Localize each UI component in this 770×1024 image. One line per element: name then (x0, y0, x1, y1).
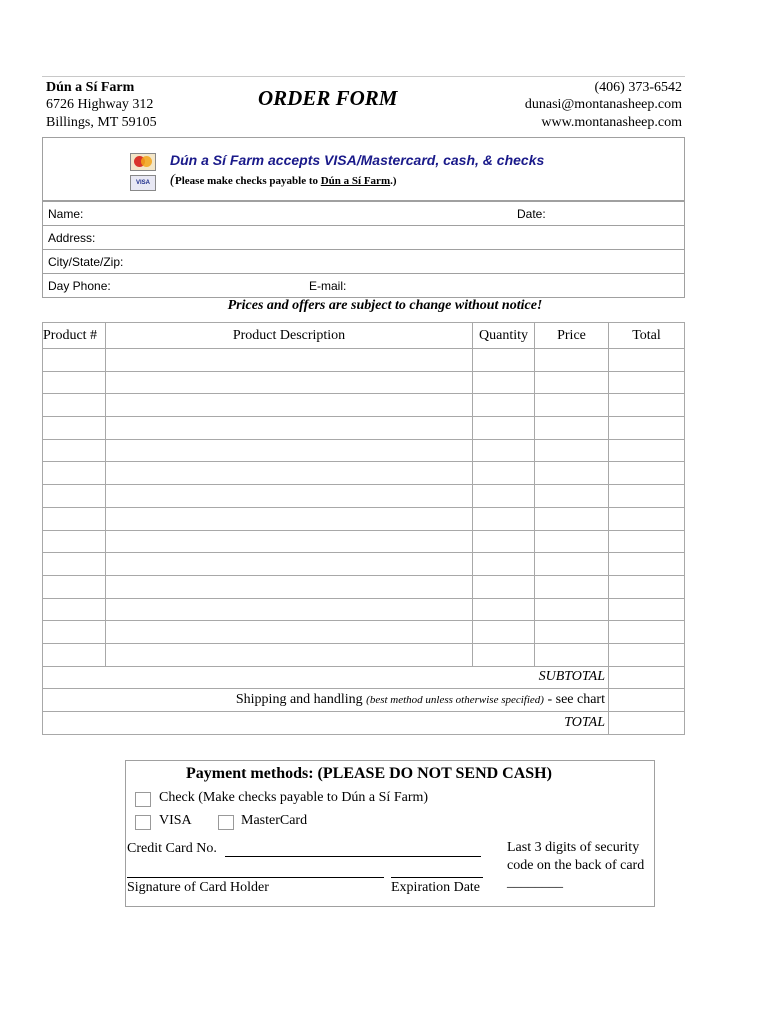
quantity-cell[interactable] (473, 575, 535, 598)
signature-label: Signature of Card Holder (127, 880, 269, 895)
product-number-cell[interactable] (43, 621, 106, 644)
subtotal-cell[interactable] (609, 666, 685, 689)
product-rows (43, 349, 685, 667)
total-cell[interactable] (609, 371, 685, 394)
address-line-2: Billings, MT 59105 (46, 115, 157, 130)
price-cell[interactable] (535, 621, 609, 644)
product-description-cell[interactable] (106, 417, 473, 440)
contact-website[interactable]: www.montanasheep.com (541, 115, 682, 130)
product-description-cell[interactable] (106, 598, 473, 621)
total-cell[interactable] (609, 643, 685, 666)
table-row (43, 485, 685, 508)
mastercard-icon (130, 153, 156, 171)
accepts-headline: Dún a Sí Farm accepts VISA/Mastercard, cash, & checks (170, 152, 545, 168)
header-total: Total (609, 323, 685, 349)
product-table (42, 322, 685, 735)
product-description-cell[interactable] (106, 485, 473, 508)
security-code-text: Last 3 digits of security code on the back of card ________ (507, 840, 645, 890)
mastercard-checkbox[interactable] (218, 815, 234, 830)
total-cell[interactable] (609, 349, 685, 372)
quantity-cell[interactable] (473, 439, 535, 462)
product-number-cell[interactable] (43, 575, 106, 598)
total-cell[interactable] (609, 485, 685, 508)
shipping-note: (best method unless otherwise specified) (366, 694, 544, 707)
table-row (43, 417, 685, 440)
visa-icon: VISA (130, 175, 156, 191)
price-cell[interactable] (535, 553, 609, 576)
shipping-prefix: Shipping and handling (235, 692, 367, 708)
subtotal-label: SUBTOTAL (43, 666, 609, 689)
total-cell[interactable] (609, 462, 685, 485)
table-row (43, 462, 685, 485)
table-row (43, 553, 685, 576)
product-description-cell[interactable] (106, 507, 473, 530)
checks-note-prefix: Please make checks payable to (175, 175, 321, 187)
product-number-cell[interactable] (43, 462, 106, 485)
expiration-label: Expiration Date (391, 880, 481, 895)
price-cell[interactable] (535, 507, 609, 530)
product-description-cell[interactable] (106, 371, 473, 394)
checks-note (170, 172, 397, 189)
quantity-cell[interactable] (473, 643, 535, 666)
quantity-cell[interactable] (473, 371, 535, 394)
total-cell[interactable] (609, 439, 685, 462)
price-cell[interactable] (535, 394, 609, 417)
header-product-description: Product Description (106, 323, 473, 349)
table-row (43, 530, 685, 553)
contact-email[interactable]: dunasi@montanasheep.com (524, 97, 682, 112)
table-row (43, 371, 685, 394)
total-label: TOTAL (43, 712, 609, 735)
checks-note-payee: Dún a Sí Farm (320, 175, 391, 187)
product-number-cell[interactable] (43, 507, 106, 530)
total-cell[interactable] (609, 712, 685, 735)
product-description-cell[interactable] (106, 621, 473, 644)
price-cell[interactable] (535, 575, 609, 598)
total-cell[interactable] (609, 575, 685, 598)
total-cell[interactable] (609, 417, 685, 440)
product-number-cell[interactable] (43, 349, 106, 372)
product-description-cell[interactable] (106, 349, 473, 372)
shipping-suffix: - see chart (543, 692, 605, 708)
table-row (43, 575, 685, 598)
phone-email-row[interactable] (43, 273, 684, 297)
payment-title: Payment methods: (PLEASE DO NOT SEND CASH) (186, 765, 552, 782)
page-title: ORDER FORM (258, 86, 398, 110)
quantity-cell[interactable] (473, 553, 535, 576)
email-label: E-mail: (309, 279, 347, 293)
checks-note-paren: ( (170, 172, 175, 188)
price-cell[interactable] (535, 371, 609, 394)
product-description-cell[interactable] (106, 462, 473, 485)
product-number-cell[interactable] (43, 553, 106, 576)
total-cell[interactable] (609, 621, 685, 644)
check-checkbox[interactable] (135, 792, 151, 807)
address-label: Address: (48, 231, 96, 245)
check-option-label: Check (Make checks payable to Dún a Sí Farm) (159, 790, 429, 805)
credit-card-label: Credit Card No. (127, 841, 217, 856)
total-row (43, 712, 685, 735)
product-number-cell[interactable] (43, 643, 106, 666)
visa-option-label: VISA (159, 813, 192, 828)
quantity-cell[interactable] (473, 417, 535, 440)
table-row (43, 394, 685, 417)
contact-phone: (406) 373-6542 (594, 80, 682, 95)
address-row[interactable] (43, 225, 684, 249)
day-phone-label: Day Phone: (48, 279, 111, 293)
table-row (43, 643, 685, 666)
table-row (43, 621, 685, 644)
name-row[interactable] (43, 201, 684, 225)
header-product-number: Product # (43, 323, 106, 349)
quantity-cell[interactable] (473, 485, 535, 508)
quantity-cell[interactable] (473, 462, 535, 485)
customer-fields (42, 201, 685, 298)
credit-card-field[interactable] (225, 856, 481, 857)
farm-name: Dún a Sí Farm (46, 80, 135, 95)
visa-checkbox[interactable] (135, 815, 151, 830)
table-row (43, 439, 685, 462)
product-number-cell[interactable] (43, 598, 106, 621)
price-cell[interactable] (535, 530, 609, 553)
total-cell[interactable] (609, 530, 685, 553)
quantity-cell[interactable] (473, 507, 535, 530)
product-description-cell[interactable] (106, 643, 473, 666)
product-number-cell[interactable] (43, 371, 106, 394)
quantity-cell[interactable] (473, 349, 535, 372)
product-description-cell[interactable] (106, 394, 473, 417)
price-cell[interactable] (535, 349, 609, 372)
table-row (43, 507, 685, 530)
name-label: Name: (48, 207, 84, 221)
table-header-row (43, 323, 685, 349)
shipping-row (43, 689, 685, 712)
city-state-zip-row[interactable] (43, 249, 684, 273)
product-number-cell[interactable] (43, 439, 106, 462)
table-row (43, 598, 685, 621)
price-cell[interactable] (535, 643, 609, 666)
product-description-cell[interactable] (106, 530, 473, 553)
total-cell[interactable] (609, 394, 685, 417)
checks-note-suffix: .) (390, 175, 397, 187)
product-description-cell[interactable] (106, 553, 473, 576)
city-state-zip-label: City/State/Zip: (48, 255, 124, 269)
date-label: Date: (517, 207, 546, 221)
price-cell[interactable] (535, 462, 609, 485)
price-cell[interactable] (535, 598, 609, 621)
price-cell[interactable] (535, 485, 609, 508)
mastercard-option-label: MasterCard (241, 813, 308, 828)
shipping-cell[interactable] (609, 689, 685, 712)
quantity-cell[interactable] (473, 394, 535, 417)
product-number-cell[interactable] (43, 394, 106, 417)
product-number-cell[interactable] (43, 485, 106, 508)
total-cell[interactable] (609, 507, 685, 530)
subtotal-row (43, 666, 685, 689)
price-cell[interactable] (535, 439, 609, 462)
quantity-cell[interactable] (473, 621, 535, 644)
signature-field[interactable] (127, 877, 384, 878)
product-number-cell[interactable] (43, 530, 106, 553)
shipping-label (43, 689, 609, 712)
product-description-cell[interactable] (106, 439, 473, 462)
table-row (43, 349, 685, 372)
product-number-cell[interactable] (43, 417, 106, 440)
product-description-cell[interactable] (106, 575, 473, 598)
price-cell[interactable] (535, 417, 609, 440)
quantity-cell[interactable] (473, 530, 535, 553)
card-icons (130, 153, 156, 191)
header-quantity: Quantity (473, 323, 535, 349)
expiration-field[interactable] (391, 877, 483, 878)
price-notice: Prices and offers are subject to change without notice! (227, 298, 543, 313)
quantity-cell[interactable] (473, 598, 535, 621)
address-line-1: 6726 Highway 312 (46, 97, 154, 112)
total-cell[interactable] (609, 598, 685, 621)
header-price: Price (535, 323, 609, 349)
total-cell[interactable] (609, 553, 685, 576)
